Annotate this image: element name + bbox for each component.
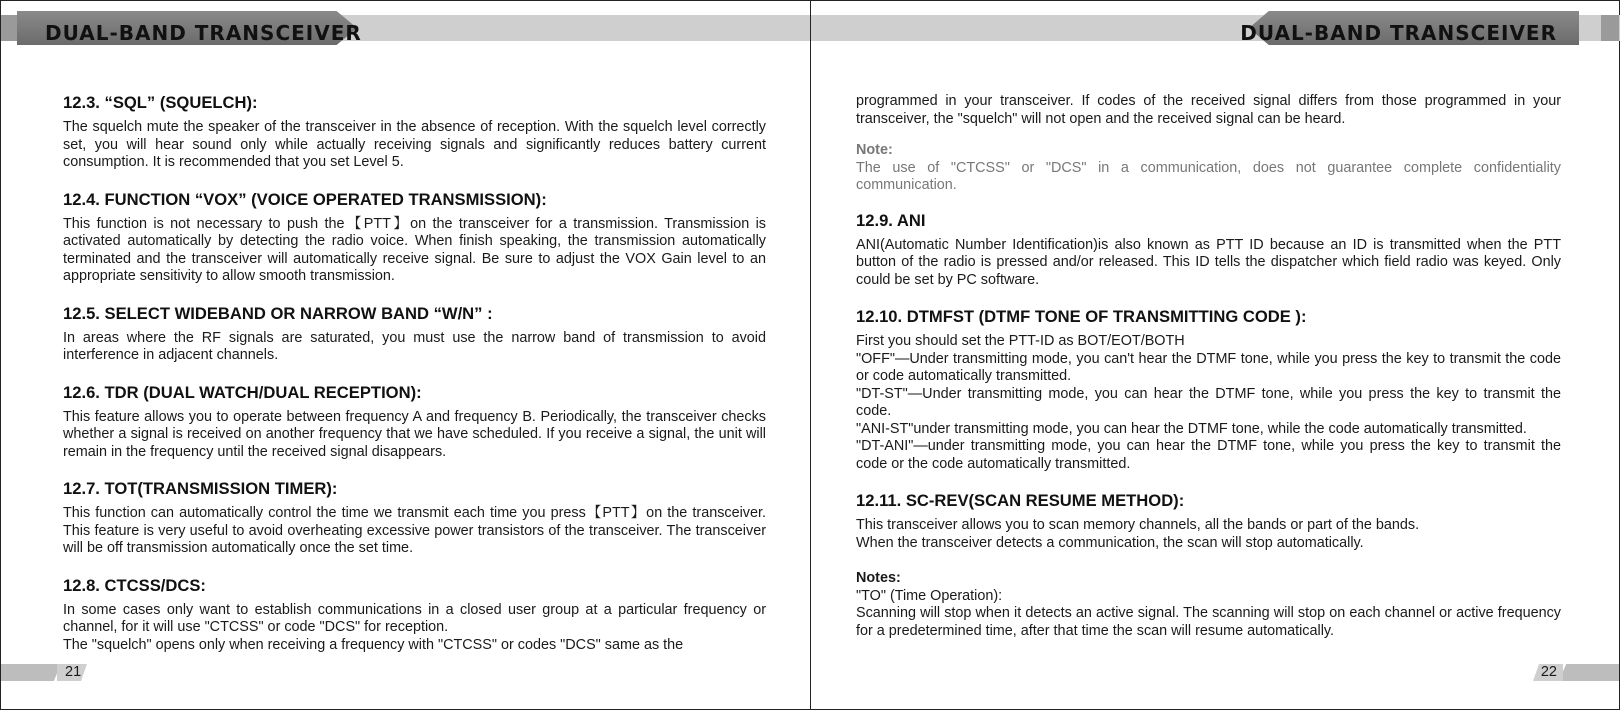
- section-paragraph: This transceiver allows you to scan memory channels, all the bands or part of the bands.: [856, 517, 1420, 533]
- section-paragraph: The "squelch" opens only when receiving a frequency with "CTCSS" or codes "DCS" same as the: [63, 636, 684, 653]
- section-dtmfst: [856, 307, 1561, 473]
- section-paragraph: This feature allows you to operate between frequency A and frequency B. Periodically, the transceiver checks whether a signal is received on another frequency that we have scheduled. If you receive a signal, the unit will remain in the frequency until the received signal disappears.: [63, 408, 766, 460]
- section-continuation: [856, 93, 1561, 195]
- page-number: 22: [1540, 664, 1557, 680]
- section-paragraph: "DT-ST"—Under transmitting mode, you can hear the DTMF tone, while you press the key to transmit the code.: [856, 385, 1561, 419]
- section-ani: [856, 211, 1561, 290]
- note-text: The use of "CTCSS" or "DCS" in a communication, does not guarantee complete confidentiality communication.: [856, 159, 1561, 193]
- section-vox: [63, 190, 766, 286]
- section-paragraph: This function is not necessary to push the【PTT】on the transceiver for a transmission. Transmission is activated automatically by detecting the radio voice. When finish speaking, the transmission automatically terminated and the transceiver will automatically receive signal. Be sure to adjust the VOX Gain level to an appropriate sensitivity to allow smooth transmission.: [63, 215, 766, 284]
- section-heading: 12.7. TOT(TRANSMISSION TIMER):: [63, 479, 338, 498]
- section-heading: 12.4. FUNCTION “VOX” (VOICE OPERATED TRANSMISSION):: [63, 189, 547, 209]
- header-stripe: [1, 15, 19, 41]
- section-notes: [856, 570, 1561, 640]
- section-tdr: [63, 383, 766, 462]
- right-content: [856, 93, 1561, 658]
- section-heading: 12.11. SC-REV(SCAN RESUME METHOD):: [856, 491, 1185, 510]
- header-stripe: [1601, 15, 1619, 41]
- section-paragraph: The squelch mute the speaker of the transceiver in the absence of reception. With the squelch level correctly set, you will hear sound only while actually receiving signals and significantly reduces battery current consumption. It is recommended that you set Level 5.: [63, 119, 766, 170]
- section-paragraph: "DT-ANI"—under transmitting mode, you can hear the DTMF tone, while you press the key to transmit the code or the code automatically transmitted.: [856, 438, 1561, 472]
- section-paragraph: In areas where the RF signals are saturated, you must use the narrow band of transmission to avoid interference in adjacent channels.: [63, 329, 766, 363]
- page-number-bar: [1559, 664, 1619, 681]
- section-sql: [63, 93, 766, 172]
- section-paragraph: "ANI-ST"under transmitting mode, you can hear the DTMF tone, while the code automatically transmitted.: [856, 420, 1527, 437]
- notes-label: Notes:: [856, 570, 901, 586]
- section-heading: 12.8. CTCSS/DCS:: [63, 575, 206, 595]
- section-heading: 12.10. DTMFST (DTMF TONE OF TRANSMITTING CODE ):: [856, 307, 1307, 326]
- header-title: DUAL-BAND TRANSCEIVER: [1240, 21, 1557, 45]
- section-paragraph: First you should set the PTT-ID as BOT/EOT/BOTH: [856, 333, 1185, 349]
- section-paragraph: "OFF"—Under transmitting mode, you can't hear the DTMF tone, while you press the key to transmit the code or code automatically transmitted.: [856, 350, 1561, 384]
- section-heading: 12.3. “SQL” (SQUELCH):: [63, 93, 258, 112]
- section-paragraph: When the transceiver detects a communication, the scan will stop automatically.: [856, 534, 1364, 551]
- section-heading: 12.9. ANI: [856, 210, 926, 230]
- section-heading: 12.6. TDR (DUAL WATCH/DUAL RECEPTION):: [63, 382, 422, 402]
- section-paragraph: ANI(Automatic Number Identification)is also known as PTT ID because an ID is transmitted when the PTT button of the radio is pressed and/or released. This ID tells the dispatcher which field radio was keyed. Only could be set by PC software.: [856, 236, 1561, 288]
- section-tot: [63, 479, 766, 558]
- section-paragraph: In some cases only want to establish communications in a closed user group at a particular frequency or channel, for it will use "CTCSS" or code "DCS" for reception.: [63, 601, 766, 635]
- header-title: DUAL-BAND TRANSCEIVER: [45, 21, 362, 45]
- section-ctcss: [63, 576, 766, 655]
- section-wn: [63, 304, 766, 365]
- section-screv: [856, 491, 1561, 552]
- section-paragraph: This function can automatically control the time we transmit each time you press【PTT】on the transceiver. This feature is very useful to avoid overheating excessive power transistors of the transceiver. The transceiver will be off transmission automatically once the set time.: [63, 505, 766, 556]
- intro-paragraph: programmed in your transceiver. If codes of the received signal differs from those programmed in your transceiver, the "squelch" will not open and the received signal can be heard.: [856, 93, 1561, 127]
- page-number-bar: [1, 664, 61, 681]
- section-heading: 12.5. SELECT WIDEBAND OR NARROW BAND “W/N” :: [63, 303, 493, 323]
- right-page: [810, 0, 1620, 710]
- page-number: 21: [65, 664, 82, 680]
- notes-line: "TO" (Time Operation):: [856, 587, 1003, 604]
- note-label: Note:: [856, 142, 893, 158]
- notes-line: Scanning will stop when it detects an active signal. The scanning will stop on each channel or active frequency for a predetermined time, after that time the scan will resume automatically.: [856, 605, 1561, 639]
- left-content: [63, 93, 766, 672]
